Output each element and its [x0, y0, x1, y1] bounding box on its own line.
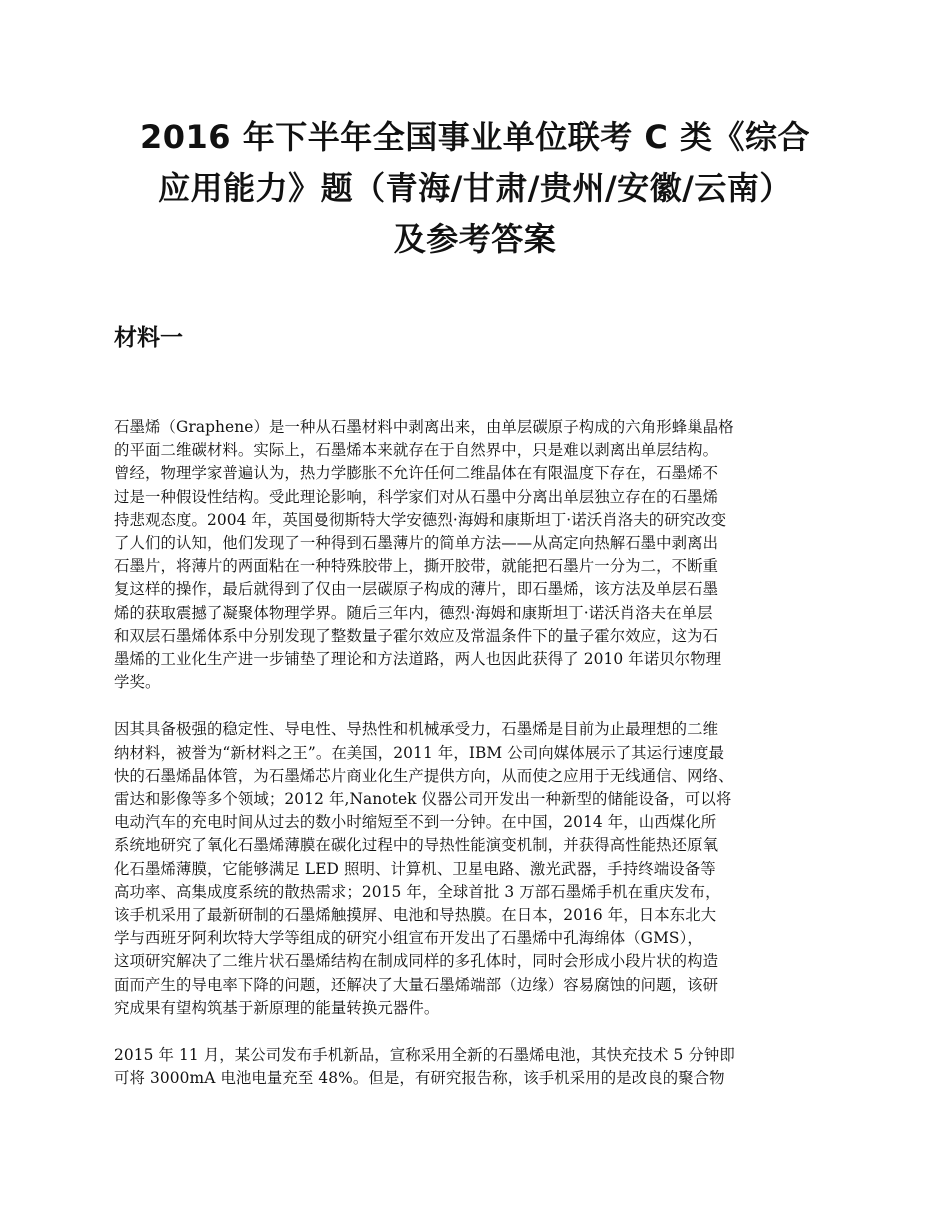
text-line: 面而产生的导电率下降的问题，还解决了大量石墨烯端部（边缘）容易腐蚀的问题，该研: [114, 975, 719, 994]
text-line: 雷达和影像等多个领域；2012 年,Nanotek 仪器公司开发出一种新型的储能设备，可以将: [114, 790, 732, 809]
text-line: 快的石墨烯晶体管，为石墨烯芯片商业化生产提供方向，从而使之应用于无线通信、网络、: [114, 766, 734, 785]
text-line: 石墨烯（Graphene）是一种从石墨材料中剥离出来，由单层碳原子构成的六角形蜂巢晶格: [114, 418, 734, 436]
document-body: [114, 416, 854, 1114]
paragraph-1: [114, 416, 854, 694]
title-line: 应用能力》题（青海/甘肃/贵州/安徽/云南）: [158, 169, 792, 207]
text-line: 该手机采用了最新研制的石墨烯触摸屏、电池和导热膜。在日本，2016 年，日本东北大: [114, 906, 717, 925]
text-line: 因其具备极强的稳定性、导电性、导热性和机械承受力，石墨烯是目前为止最理想的二维: [114, 720, 719, 739]
text-line: 学奖。: [114, 673, 161, 692]
text-line: 石墨片，将薄片的两面粘在一种特殊胶带上，撕开胶带，就能把石墨片一分为二，不断重: [114, 557, 719, 576]
section-heading: 材料一: [114, 325, 183, 351]
text-line: 这项研究解决了二维片状石墨烯结构在制成同样的多孔体时，同时会形成小段片状的构造: [114, 952, 719, 971]
text-line: 电动汽车的充电时间从过去的数小时缩短至不到一分钟。在中国，2014 年，山西煤化所: [114, 813, 717, 832]
text-line: 2015 年 11 月，某公司发布手机新品，宣称采用全新的石墨烯电池，其快充技术 5 分钟即: [114, 1046, 735, 1065]
text-line: 持悲观态度。2004 年，英国曼彻斯特大学安德烈·海姆和康斯坦丁·诺沃肖洛夫的研究改变: [114, 510, 727, 529]
text-line: 系统地研究了氧化石墨烯薄膜在碳化过程中的导热性能演变机制，并获得高性能热还原氧: [114, 836, 719, 855]
title-line: 2016 年下半年全国事业单位联考 C 类《综合: [140, 118, 810, 156]
title-line: 及参考答案: [393, 220, 557, 258]
text-line: 墨烯的工业化生产进一步铺垫了理论和方法道路，两人也因此获得了 2010 年诺贝尔物理: [114, 650, 722, 669]
text-line: 纳材料，被誉为“新材料之王”。在美国，2011 年，IBM 公司向媒体展示了其运行速度最: [114, 743, 725, 762]
paragraph-2: [114, 718, 854, 1020]
paragraph-3: [114, 1044, 854, 1090]
text-line: 烯的获取震撼了凝聚体物理学界。随后三年内，德烈·海姆和康斯坦丁·诺沃肖洛夫在单层: [114, 603, 713, 622]
text-line: 学与西班牙阿利坎特大学等组成的研究小组宣布开发出了石墨烯中孔海绵体（GMS），: [114, 929, 703, 948]
text-line: 究成果有望构筑基于新原理的能量转换元器件。: [114, 998, 440, 1017]
text-line: 了人们的认知，他们发现了一种得到石墨薄片的简单方法——从高定向热解石墨中剥离出: [114, 534, 719, 553]
text-line: 可将 3000mA 电池电量充至 48%。但是，有研究报告称，该手机采用的是改良的聚合物: [114, 1069, 725, 1088]
text-line: 高功率、高集成度系统的散热需求；2015 年，全球首批 3 万部石墨烯手机在重庆发布，: [114, 882, 721, 901]
text-line: 曾经，物理学家普遍认为，热力学膨胀不允许任何二维晶体在有限温度下存在，石墨烯不: [114, 464, 719, 483]
text-line: 和双层石墨烯体系中分别发现了整数量子霍尔效应及常温条件下的量子霍尔效应，这为石: [114, 626, 719, 645]
text-line: 复这样的操作，最后就得到了仅由一层碳原子构成的薄片，即石墨烯，该方法及单层石墨: [114, 580, 719, 599]
document-title: [80, 112, 870, 265]
text-line: 的平面二维碳材料。实际上，石墨烯本来就存在于自然界中，只是难以剥离出单层结构。: [114, 441, 719, 460]
text-line: 化石墨烯薄膜，它能够满足 LED 照明、计算机、卫星电路、激光武器，手持终端设备等: [114, 859, 716, 878]
text-line: 过是一种假设性结构。受此理论影响，科学家们对从石墨中分离出单层独立存在的石墨烯: [114, 487, 719, 506]
